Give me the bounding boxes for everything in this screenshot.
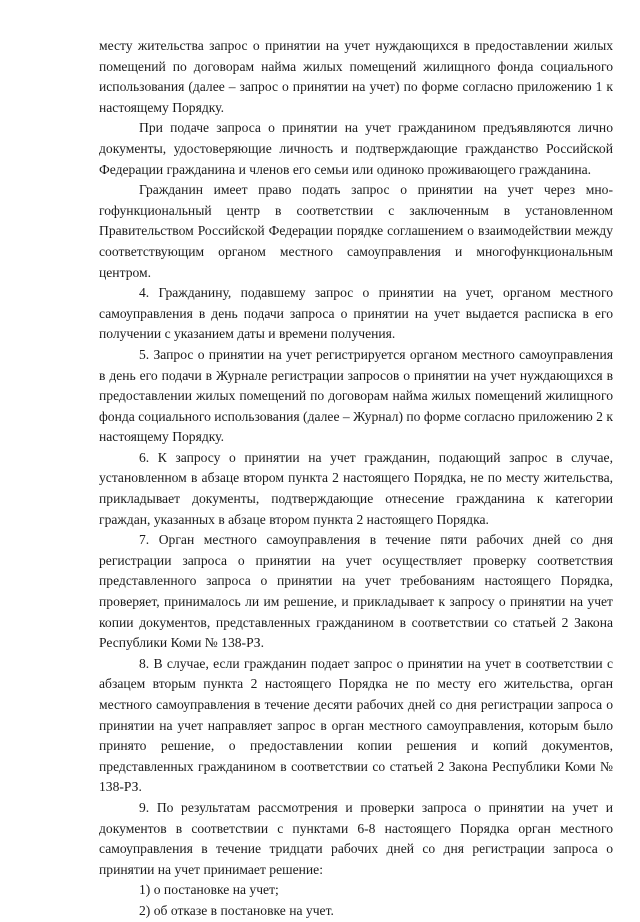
paragraph-item-7: 7. Орган местного самоуправления в течение пяти рабочих дней со дня регистрации запроса о принятии на учет осуществляет проверку соответствия представленного запроса о принятии на учет требованиям настоящего Порядка, проверяет, принималось ли им решение, и прикладывает к запросу о принятии на учет копии документов, представленных гражданином в соответствии со статьей 2 Закона Республики Коми № 138-РЗ. <box>99 532 613 651</box>
paragraph-identity-documents: При подаче запроса о принятии на учет гражданином предъявляются лично документы, удостоверяющие личность и подтверждающие гражданство Российской Федерации гражданина и членов его семьи или одиноко проживающего гражданина. <box>99 120 613 177</box>
paragraph-item-9: 9. По результатам рассмотрения и проверки запроса о принятии на учет и документов в соответствии с пунктами 6-8 настоящего Порядка орган местного самоуправления в течение тридцати рабочих дней со дня регистрации запроса о принятии на учет принимает решение: <box>99 799 613 877</box>
paragraph-continuation: месту жительства запрос о принятии на учет нуждающихся в предоставлении жилых помещений по договорам найма жилых помещений жилищного фонда социального использования (далее – запрос о принятии на учет) по форме согласно приложению 1 к настоящему Порядку. <box>99 38 613 115</box>
list-item-decision-2: 2) об отказе в постановке на учет. <box>139 902 334 918</box>
paragraph-item-6: 6. К запросу о принятии на учет гражданин, подающий запрос в случае, установленном в абзаце втором пункта 2 настоящего Порядка, не по месту жительства, прикладывает документы, подтверждающие отнесение гражданина к категории граждан, указанных в абзаце втором пункта 2 настоящего Порядка. <box>99 449 613 527</box>
paragraph-item-5: 5. Запрос о принятии на учет регистрируется органом местного самоуправления в день его подачи в Журнале регистрации запросов о принятии на учет нуждающихся в предоставлении жилых помещений по договорам найма жилых помещений жилищного фонда социального использования (далее – Журнал) по форме согласно приложению 2 к настоящему Порядку. <box>99 346 613 445</box>
list-item-decision-1: 1) о постановке на учет; <box>139 882 279 898</box>
paragraph-item-4: 4. Гражданину, подавшему запрос о принятии на учет, органом местного самоуправления в день подачи запроса о принятии на учет выдается расписка в его получении с указанием даты и времени получения. <box>99 285 613 342</box>
paragraph-mfc-submission: Гражданин имеет право подать запрос о принятии на учет через многофункциональный центр в соответствии с заключенным в установленном Правительством Российской Федерации порядке соглашением о взаимодействии между соответствующим органом местного самоуправления и многофункциональным центром. <box>99 182 613 280</box>
paragraph-item-8: 8. В случае, если гражданин подает запрос о принятии на учет в соответствии с абзацем вторым пункта 2 настоящего Порядка не по месту его жительства, орган местного самоуправления в течение десяти рабочих дней со дня регистрации запроса о принятии на учет направляет запрос в орган местного самоуправления, которым было принято решение, о предоставлении копии решения и копий документов, представленных гражданином в соответствии со статьей 2 Закона Республики Коми № 138-РЗ. <box>99 655 613 795</box>
document-page <box>99 36 613 922</box>
